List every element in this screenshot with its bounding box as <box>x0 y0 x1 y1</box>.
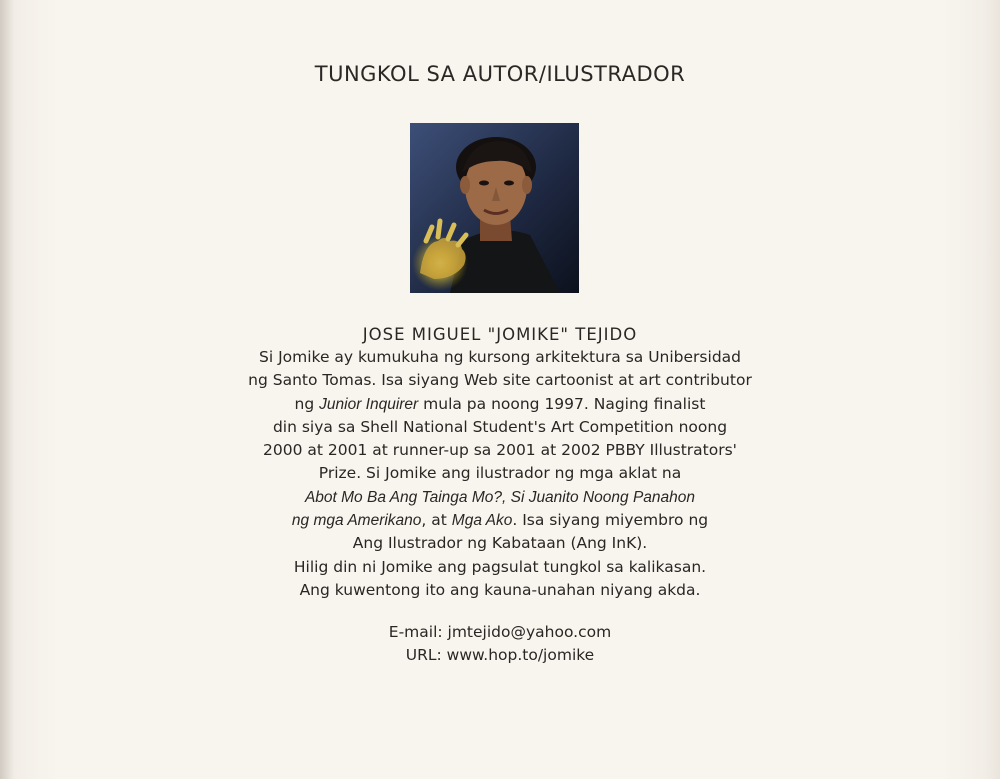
author-bio <box>0 346 1000 602</box>
bio-line: Ang Ilustrador ng Kabataan (Ang InK). <box>352 534 648 553</box>
bio-line: ng Santo Tomas. Isa siyang Web site cartoonist at art contributor <box>248 371 752 390</box>
bio-line: Hilig din ni Jomike ang pagsulat tungkol sa kalikasan. <box>293 557 707 576</box>
bio-line: 2000 at 2001 at runner-up sa 2001 at 2002 PBBY Illustrators' <box>263 441 737 460</box>
bio-text: . Isa siyang miyembro ng <box>512 511 709 530</box>
book-title: ng mga Amerikano <box>291 512 422 530</box>
email-text: E-mail: jmtejido@yahoo.com <box>388 623 612 641</box>
url-text: URL: www.hop.to/jomike <box>405 646 595 664</box>
bio-text: ng <box>294 394 320 413</box>
bio-line: Si Jomike ay kumukuha ng kursong arkitektura sa Unibersidad <box>259 348 741 366</box>
bio-line: Prize. Si Jomike ang ilustrador ng mga aklat na <box>318 464 682 483</box>
bio-line <box>0 486 1000 509</box>
page-title: TUNGKOL SA AUTOR/ILUSTRADOR <box>314 62 686 86</box>
bio-text: mula pa noong 1997. Naging finalist <box>418 394 706 413</box>
bio-line: Ang kuwentong ito ang kauna-unahan niyang akda. <box>299 580 701 599</box>
author-photo <box>410 123 579 293</box>
bio-line <box>0 509 1000 532</box>
bio-line <box>0 393 1000 416</box>
bio-text: , at <box>421 511 452 530</box>
author-name: JOSE MIGUEL "JOMIKE" TEJIDO <box>362 325 638 344</box>
publication-title: Junior Inquirer <box>319 395 419 413</box>
book-title: Mga Ako <box>451 512 513 530</box>
bio-line: din siya sa Shell National Student's Art Competition noong <box>272 417 728 436</box>
contact-info <box>0 621 1000 667</box>
book-titles: Abot Mo Ba Ang Tainga Mo?, Si Juanito Noong Panahon <box>304 488 696 506</box>
